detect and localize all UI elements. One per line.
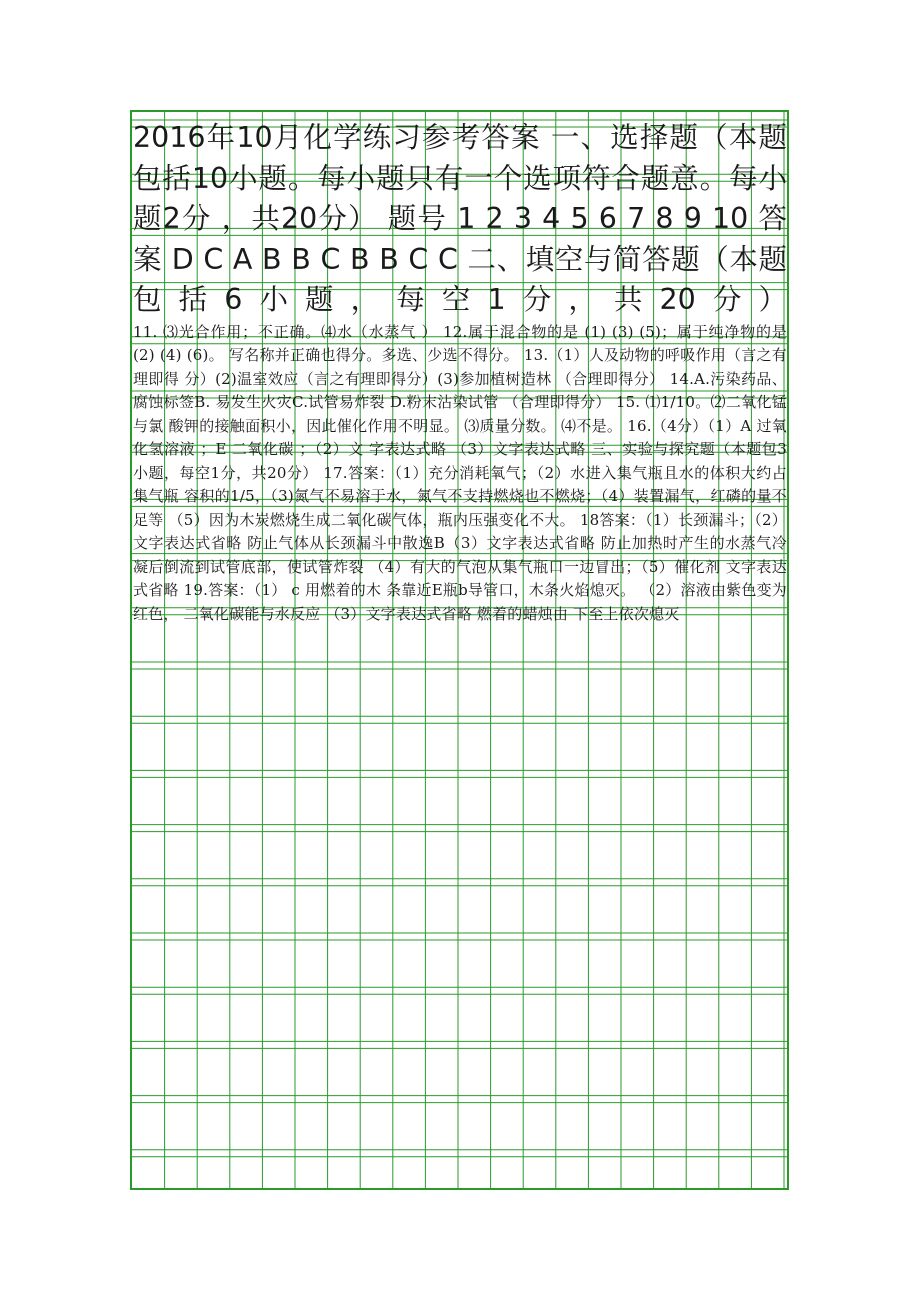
document-content xyxy=(133,118,787,626)
answer-heading: 2016年10月化学练习参考答案 一、选择题（本题包括10小题。每小题只有一个选项符合题意。每小题2分 ，共20分） 题号 1 2 3 4 5 6 7 8 9 10 答案 D C A B B C B B C C 二、填空与简答题（本题包括6小题，每空1分，共20分） xyxy=(133,121,787,316)
answer-body: 11. ⑶光合作用；不正确。⑷水（水蒸气 ） 12.属于混合物的是 (1) (3) (5)；属于纯净物的是 (2) (4) (6)。 写名称并正确也得分。多选、少选不得分。 13.（1）人及动物的呼吸作用（言之有理即得 分）(2)温室效应（言之有理即得分）(3)参加植树造林 （合理即得分） 14.A.污染药品、腐蚀标签B. 易发生火灾C.试管易炸裂 D.粉末沾染试管 （合理即得分） 15. ⑴1/10。⑵二氧化锰 与氯 酸钾的接触面积小，因此催化作用不明显。 ⑶质量分数。 ⑷不是。 16.（4分）（1）A 过氧化氢溶液 ；E 二氧化碳 ；（2）文 字表达式略 （3）文字表达式略 三、实验与探究题（本题包3小题，每空1分，共20分） 17.答案：（1）充分消耗氧气；（2）水进入集气瓶且水的体积大约占集气瓶 容积的1/5，（3)氮气不易溶于水，氮气不支持燃烧也不燃烧；（4）装置漏气，红磷的量不足等 （5）因为木炭燃烧生成二氧化碳气体，瓶内压强变化不大。 18答案：（1）长颈漏斗；（2）文字表达式省略 防止气体从长颈漏斗中散逸B（3）文字表达式省略 防止加热时产生的水蒸气冷凝后倒流到试管底部，使试管炸裂 （4）有大的气泡从集气瓶口一边冒出；（5）催化剂 文字表达式省略 19.答案：（1） c 用燃着的木 条靠近E瓶b导管口，木条火焰熄灭。 （2）溶液由紫色变为红色， 二氧化碳能与水反应 （3）文字表达式省略 燃着的蜡烛由 下至上依次熄灭 xyxy=(133,322,787,623)
answer-sheet xyxy=(130,110,789,1190)
